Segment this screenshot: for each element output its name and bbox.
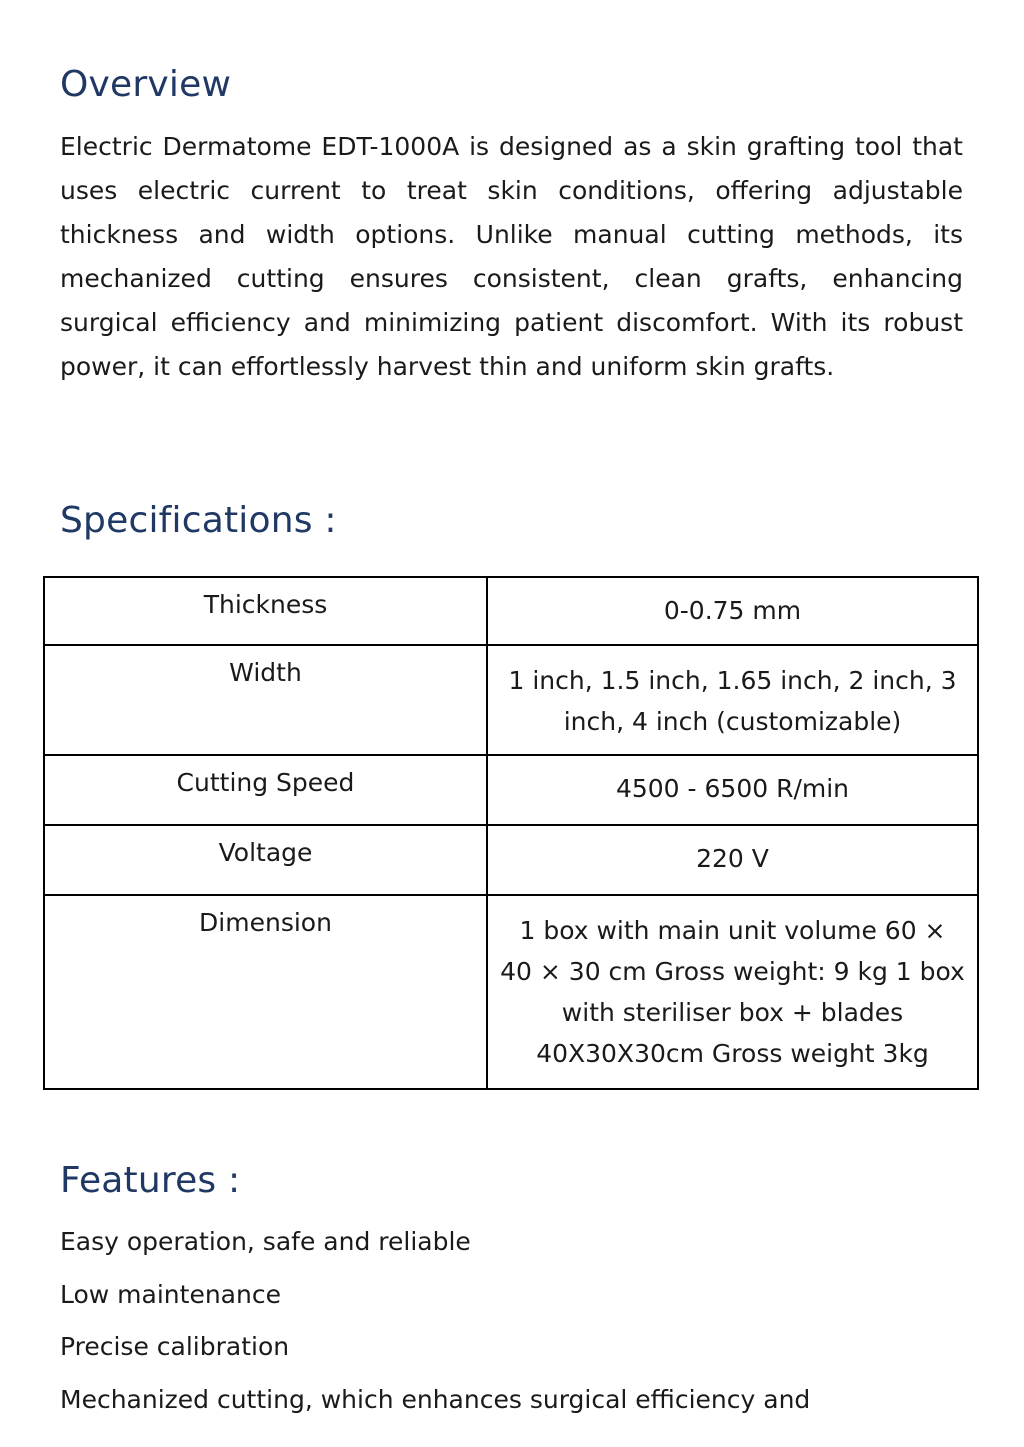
- spec-value: 1 inch, 1.5 inch, 1.65 inch, 2 inch, 3 inch, 4 inch (customizable): [487, 645, 978, 755]
- overview-paragraph: Electric Dermatome EDT-1000A is designed as a skin grafting tool that uses electric current to treat skin conditions, offering adjustable thickness and width options. Unlike manual cutting methods, its mechanized cutting ensures consistent, clean grafts, enhancing surgical efficiency and minimizing patient discomfort. With its robust power, it can effortlessly harvest thin and uniform skin grafts.: [60, 132, 963, 381]
- spec-row-width: [44, 645, 978, 755]
- specifications-table: [43, 576, 979, 1090]
- spec-value: 220 V: [487, 825, 978, 895]
- feature-item: Easy operation, safe and reliable: [60, 1227, 471, 1256]
- feature-item: Mechanized cutting, which enhances surgical efficiency and: [60, 1384, 811, 1414]
- features-list: [60, 1222, 810, 1432]
- feature-item: Low maintenance: [60, 1279, 281, 1309]
- spec-value: 0-0.75 mm: [487, 577, 978, 645]
- spec-row-thickness: [44, 577, 978, 645]
- spec-value: 1 box with main unit volume 60 × 40 × 30 cm Gross weight: 9 kg 1 box with steriliser box + blades 40X30X30cm Gross weight 3kg: [487, 895, 978, 1089]
- spec-label: Cutting Speed: [44, 755, 487, 825]
- spec-label: Voltage: [44, 825, 487, 895]
- specifications-heading: Specifications :: [60, 500, 337, 541]
- features-heading: Features :: [60, 1160, 241, 1201]
- spec-label: Thickness: [44, 577, 487, 645]
- spec-label: Width: [44, 645, 487, 755]
- spec-row-voltage: [44, 825, 978, 895]
- feature-item: Precise calibration: [60, 1332, 290, 1361]
- spec-value: 4500 - 6500 R/min: [487, 755, 978, 825]
- spec-label: Dimension: [44, 895, 487, 1089]
- spec-row-dimension: [44, 895, 978, 1089]
- overview-heading: Overview: [60, 64, 232, 105]
- spec-row-cutting-speed: [44, 755, 978, 825]
